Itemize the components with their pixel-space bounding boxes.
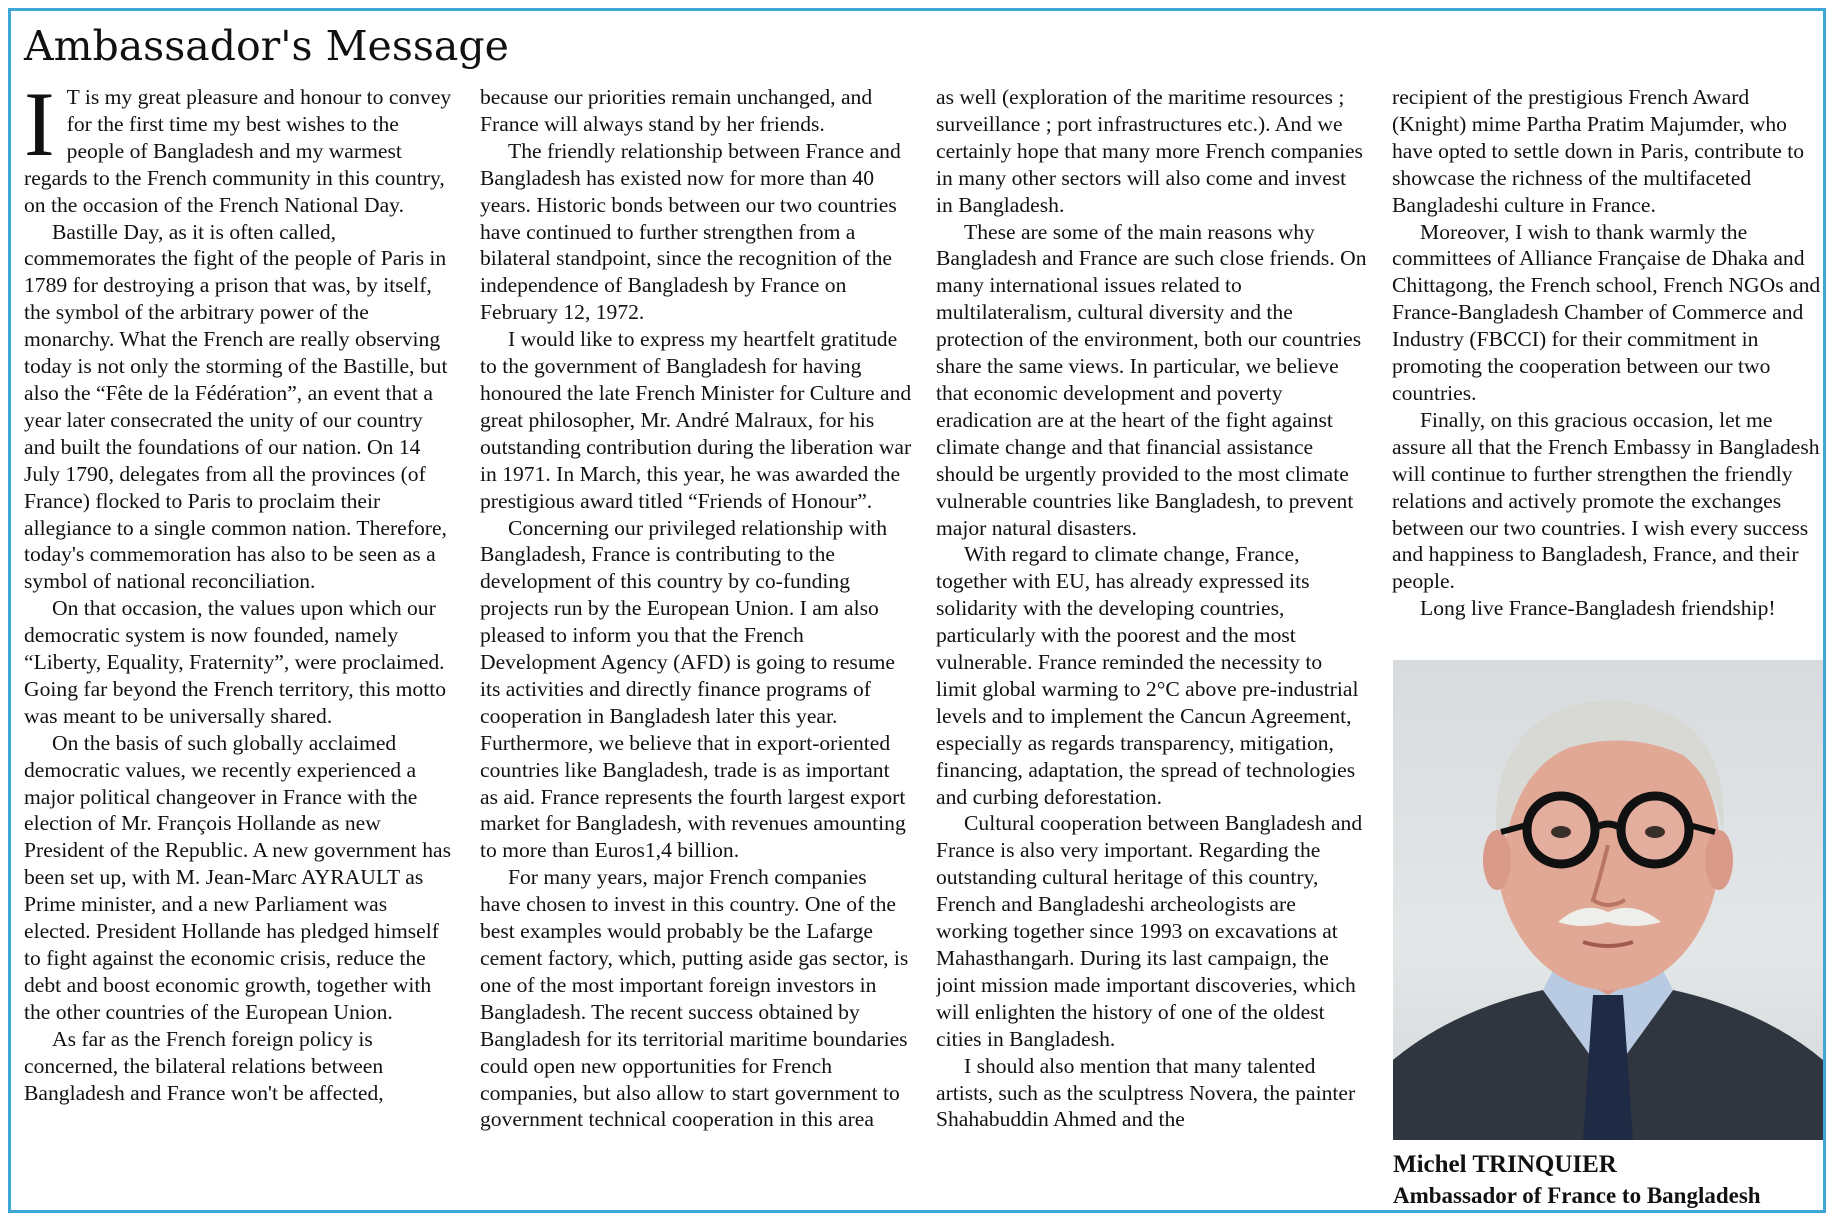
- author-role: Ambassador of France to Bangladesh: [1393, 1183, 1761, 1208]
- paragraph: Finally, on this gracious occasion, let me assure all that the French Embassy in Bangladesh will continue to further strengthen the friendly relations and actively promote the exchanges between our two countries. I wish every success and happiness to Bangladesh, France, and their people.: [1392, 407, 1820, 594]
- author-name: Michel TRINQUIER: [1393, 1151, 1617, 1178]
- portrait-illustration: [1393, 660, 1823, 1140]
- paragraph: With regard to climate change, France, together with EU, has already expressed its solidarity with the developing countries, particularly with the poorest and the most vulnerable. France reminded the necessity to limit global warming to 2°C above pre-industrial levels and to implement the Cancun Agreement, especially as regards transparency, mitigation, financing, adaptation, the spread of technologies and curbing deforestation.: [936, 542, 1359, 809]
- article-column-1: [24, 84, 454, 1212]
- paragraph: The friendly relationship between France and Bangladesh has existed now for more than 40 years. Historic bonds between our two countries have continued to further strengthen from a bilateral standpoint, since the recognition of the independence of Bangladesh by France on February 12, 1972.: [480, 138, 901, 325]
- left-eye: [1551, 826, 1571, 838]
- paragraph: as well (exploration of the maritime resources ; surveillance ; port infrastructures etc.). And we certainly hope that many more French companies in many other sectors will also come and invest in Bangladesh.: [936, 85, 1363, 217]
- paragraph: For many years, major French companies have chosen to invest in this country. One of the best examples would probably be the Lafarge cement factory, which, putting aside gas sector, is one of the most important foreign investors in Bangladesh. The recent success obtained by Bangladesh for its territorial maritime boundaries could open new opportunities for French companies, but also allow to start government to government technical cooperation in this area: [480, 865, 909, 1132]
- drop-cap: I: [24, 84, 55, 175]
- paragraph: because our priorities remain unchanged, and France will always stand by her friends.: [480, 85, 873, 136]
- right-ear-shape: [1705, 830, 1733, 890]
- paragraph: I T is my great pleasure and honour to convey for the first time my best wishes to the people of Bangladesh and my warmest regards to the French community in this country, on the occasion of the French National Day.: [24, 84, 452, 217]
- paragraph: As far as the French foreign policy is concerned, the bilateral relations between Bangladesh and France won't be affected,: [24, 1026, 384, 1105]
- paragraph: I would like to express my heartfelt gratitude to the government of Bangladesh for having honoured the late French Minister for Culture and great philosopher, Mr. André Malraux, for his outstanding contribution during the liberation war in 1971. In March, this year, he was awarded the prestigious award titled “Friends of Honour”.: [480, 327, 912, 513]
- glasses-bridge: [1595, 824, 1621, 828]
- paragraph: Bastille Day, as it is often called, commemorates the fight of the people of Paris in 1789 for destroying a prison that was, by itself, the symbol of the arbitrary power of the monarchy. What the French are really observing today is not only the storming of the Bastille, but also the “Fête de la Fédération”, an event that a year later consecrated the unity of our country and built the foundations of our nation. On 14 July 1790, delegates from all the provinces (of France) flocked to Paris to proclaim their allegiance to a single common nation. Therefore, today's commemoration has also to be seen as a symbol of national reconciliation.: [24, 219, 448, 594]
- left-ear-shape: [1483, 830, 1511, 890]
- paragraph: These are some of the main reasons why Bangladesh and France are such close friends. On many international issues related to multilateralism, cultural diversity and the protection of the environment, both our countries share the same views. In particular, we believe that economic development and poverty eradication are at the heart of the fight against climate change and that financial assistance should be urgently provided to the most climate vulnerable countries like Bangladesh, to prevent major natural disasters.: [936, 219, 1367, 540]
- paragraph: On that occasion, the values upon which our democratic system is now founded, namely “Liberty, Equality, Fraternity”, were proclaimed. Going far beyond the French territory, this motto was meant to be universally shared.: [24, 596, 446, 728]
- paragraph: Concerning our privileged relationship with Bangladesh, France is contributing to the development of this country by co-funding projects run by the European Union. I am also pleased to inform you that the French Development Agency (AFD) is going to resume its activities and directly finance programs of cooperation in Bangladesh later this year. Furthermore, we believe that in export-oriented countries like Bangladesh, trade is as important as aid. France represents the fourth largest export market for Bangladesh, with revenues amounting to more than Euros1,4 billion.: [480, 515, 906, 863]
- paragraph: I should also mention that many talented artists, such as the sculptress Novera, the painter Shahabuddin Ahmed and the: [936, 1053, 1356, 1132]
- right-eye: [1645, 826, 1665, 838]
- paragraph: Moreover, I wish to thank warmly the committees of Alliance Française de Dhaka and Chittagong, the French school, French NGOs and France-Bangladesh Chamber of Commerce and Industry (FBCCI) for their commitment in promoting the cooperation between our two countries.: [1392, 219, 1821, 405]
- paragraph: Long live France-Bangladesh friendship!: [1420, 596, 1776, 621]
- article-column-3: [936, 84, 1368, 1212]
- page-title: Ambassador's Message: [24, 22, 509, 70]
- paragraph: On the basis of such globally acclaimed democratic values, we recently experienced a major political changeover in France with the election of Mr. François Hollande as new President of the Republic. A new government has been set up, with M. Jean-Marc AYRAULT as Prime minister, and a new Parliament was elected. President Hollande has pledged himself to fight against the economic crisis, reduce the debt and boost economic growth, together with the other countries of the European Union.: [24, 730, 451, 1024]
- paragraph: recipient of the prestigious French Award (Knight) mime Partha Pratim Majumder, who have opted to settle down in Paris, contribute to showcase the richness of the multifaceted Bangladeshi culture in France.: [1392, 85, 1804, 217]
- article-column-2: [480, 84, 912, 1212]
- paragraph: Cultural cooperation between Bangladesh and France is also very important. Regarding the outstanding cultural heritage of this country, French and Bangladeshi archeologists are working together since 1993 on excavations at Mahasthangarh. During its last campaign, the joint mission made important discoveries, which will enlighten the history of one of the oldest cities in Bangladesh.: [936, 811, 1363, 1051]
- ambassador-portrait: [1393, 660, 1823, 1140]
